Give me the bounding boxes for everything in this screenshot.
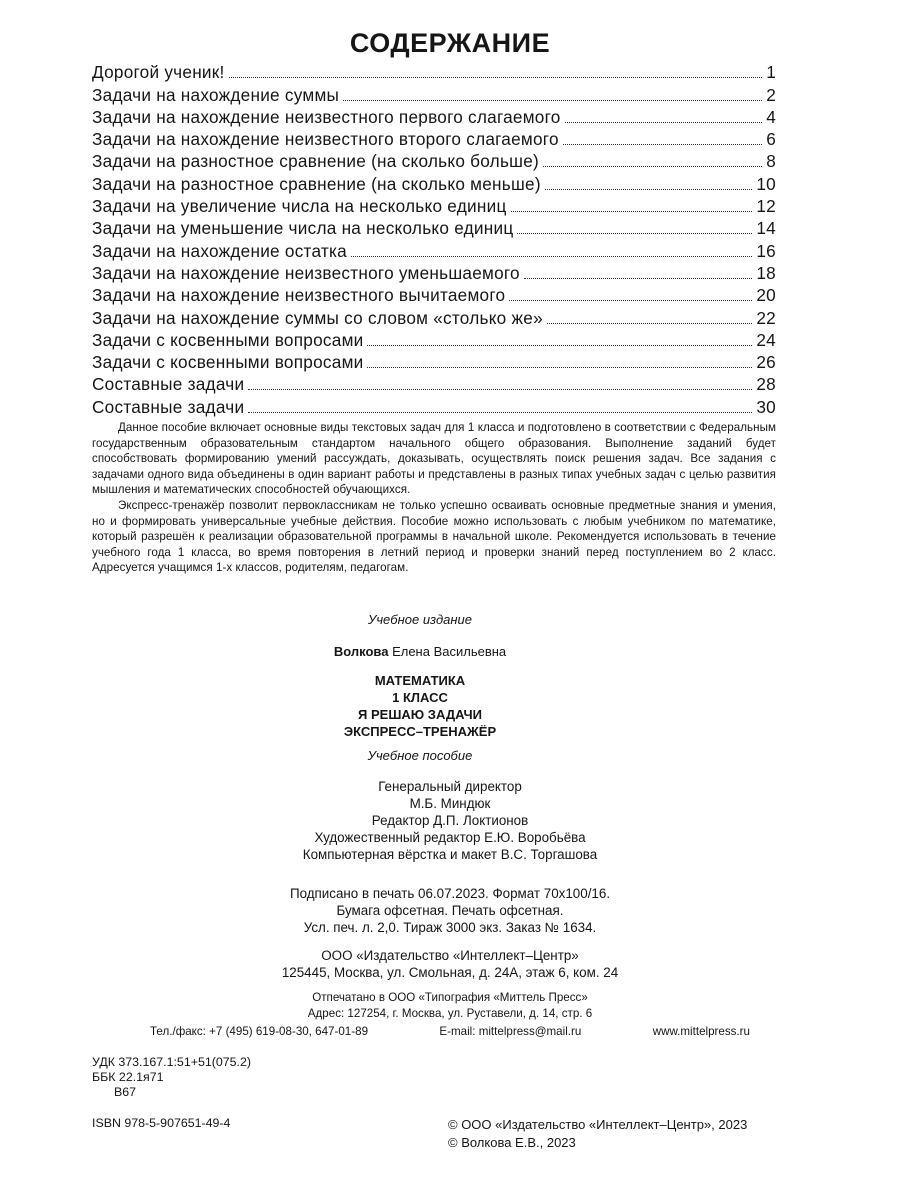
printer-contacts bbox=[150, 1025, 750, 1038]
udk-code: УДК 373.167.1:51+51(075.2) bbox=[92, 1055, 251, 1069]
publisher-block bbox=[0, 947, 900, 981]
toc-entry-title: Задачи на нахождение суммы bbox=[92, 84, 340, 105]
print-details bbox=[0, 885, 900, 936]
toc-entry-title: Составные задачи bbox=[92, 396, 245, 417]
toc-entry-page: 22 bbox=[756, 307, 776, 328]
annotation bbox=[92, 420, 776, 576]
toc-dot-leader bbox=[517, 233, 752, 234]
toc-dot-leader bbox=[351, 256, 752, 257]
edition-label: Учебное издание bbox=[368, 612, 472, 627]
toc-entry bbox=[92, 372, 776, 394]
toc-entry-title: Задачи на нахождение неизвестного уменьшаемого bbox=[92, 262, 520, 283]
toc-entry-page: 12 bbox=[756, 196, 776, 217]
toc-entry bbox=[92, 149, 776, 171]
paper-info: Бумага офсетная. Печать офсетная. bbox=[336, 903, 564, 918]
toc-dot-leader bbox=[545, 189, 753, 190]
publisher-name: ООО «Издательство «Интеллект–Центр» bbox=[321, 948, 579, 963]
staff-list bbox=[0, 778, 900, 863]
toc-entry bbox=[92, 60, 776, 82]
table-of-contents bbox=[92, 60, 776, 417]
toc-entry-page: 28 bbox=[756, 374, 776, 395]
toc-entry-title: Задачи на нахождение неизвестного второго слагаемого bbox=[92, 129, 559, 150]
toc-entry-title: Задачи с косвенными вопросами bbox=[92, 352, 364, 373]
toc-dot-leader bbox=[524, 278, 753, 279]
toc-entry bbox=[92, 283, 776, 305]
editor: Редактор Д.П. Локтионов bbox=[371, 813, 529, 828]
toc-entry-page: 2 bbox=[766, 84, 776, 105]
toc-entry bbox=[92, 261, 776, 283]
toc-entry bbox=[92, 305, 776, 327]
toc-dot-leader bbox=[511, 211, 753, 212]
toc-entry bbox=[92, 394, 776, 416]
toc-entry-title: Задачи на нахождение неизвестного первого слагаемого bbox=[92, 106, 561, 127]
toc-dot-leader bbox=[543, 166, 762, 167]
author-given-name: Елена Васильевна bbox=[388, 644, 507, 659]
toc-entry bbox=[92, 105, 776, 127]
isbn: ISBN 978-5-907651-49-4 bbox=[92, 1116, 231, 1130]
toc-entry-title: Задачи на разностное сравнение (на сколько больше) bbox=[92, 151, 539, 172]
printer-block bbox=[0, 990, 900, 1022]
toc-entry-title: Задачи на нахождение суммы со словом «столько же» bbox=[92, 307, 543, 328]
toc-entry-title: Задачи на уменьшение числа на несколько единиц bbox=[92, 218, 514, 239]
toc-dot-leader bbox=[565, 122, 763, 123]
toc-dot-leader bbox=[343, 100, 762, 101]
author bbox=[0, 644, 870, 660]
toc-dot-leader bbox=[563, 144, 762, 145]
toc-dot-leader bbox=[248, 412, 752, 413]
toc-entry-page: 8 bbox=[766, 151, 776, 172]
bibliographic-codes bbox=[92, 1055, 251, 1100]
toc-entry bbox=[92, 238, 776, 260]
toc-dot-leader bbox=[509, 300, 752, 301]
toc-entry-page: 30 bbox=[756, 396, 776, 417]
toc-entry-page: 26 bbox=[756, 352, 776, 373]
type-label: Учебное пособие bbox=[367, 748, 473, 763]
toc-entry-title: Составные задачи bbox=[92, 374, 245, 395]
volume-info: Усл. печ. л. 2,0. Тираж 3000 экз. Заказ № 1634. bbox=[303, 920, 597, 935]
phone: Тел./факс: +7 (495) 619-08-30, 647-01-89 bbox=[150, 1025, 369, 1038]
toc-entry-title: Задачи на увеличение числа на несколько единиц bbox=[92, 196, 507, 217]
toc-entry-title: Задачи с косвенными вопросами bbox=[92, 329, 364, 350]
author-surname: Волкова bbox=[333, 644, 389, 659]
layout-credit: Компьютерная вёрстка и макет В.С. Торгашова bbox=[302, 847, 598, 862]
toc-entry bbox=[92, 350, 776, 372]
printer-address: Адрес: 127254, г. Москва, ул. Руставели, д. 14, стр. 6 bbox=[307, 1007, 593, 1020]
toc-entry-page: 1 bbox=[766, 62, 776, 83]
printer-name: Отпечатано в ООО «Типография «Миттель Пресс» bbox=[312, 991, 588, 1004]
book-title-line: МАТЕМАТИКА bbox=[374, 673, 466, 688]
toc-entry bbox=[92, 82, 776, 104]
website: www.mittelpress.ru bbox=[652, 1025, 750, 1038]
director-name: М.Б. Миндюк bbox=[409, 796, 491, 811]
publisher-address: 125445, Москва, ул. Смольная, д. 24А, этаж 6, ком. 24 bbox=[281, 965, 619, 980]
toc-entry bbox=[92, 194, 776, 216]
toc-entry-title: Дорогой ученик! bbox=[92, 62, 225, 83]
toc-entry-page: 16 bbox=[756, 240, 776, 261]
toc-entry bbox=[92, 328, 776, 350]
copyright-author: © Волкова Е.В., 2023 bbox=[448, 1135, 576, 1150]
book-title-line: 1 КЛАСС bbox=[392, 690, 448, 705]
toc-dot-leader bbox=[367, 367, 752, 368]
toc-entry bbox=[92, 127, 776, 149]
toc-entry-page: 18 bbox=[756, 262, 776, 283]
email: E-mail: mittelpress@mail.ru bbox=[439, 1025, 582, 1038]
toc-entry-title: Задачи на нахождение остатка bbox=[92, 240, 347, 261]
toc-dot-leader bbox=[229, 77, 763, 78]
art-editor: Художественный редактор Е.Ю. Воробьёва bbox=[314, 830, 586, 845]
copyright-block bbox=[448, 1116, 747, 1152]
toc-entry-page: 4 bbox=[766, 106, 776, 127]
toc-entry-page: 20 bbox=[756, 285, 776, 306]
book-title bbox=[0, 672, 870, 740]
annotation-paragraph-1: Данное пособие включает основные виды текстовых задач для 1 класса и подготовлено в соответствии с Федеральным государственным образовательным стандартом начального общего образования. Выполнение заданий будет способствовать формированию умений рассуждать, доказывать, осуществлять поиск решения задач. Все задания с задачами одного вида объединены в один вариант работы и представлены в разных типах учебных задач с целью развития мышления и математических способностей обучающихся. bbox=[92, 421, 776, 497]
toc-entry-title: Задачи на нахождение неизвестного вычитаемого bbox=[92, 285, 506, 306]
book-title-line: ЭКСПРЕСС–ТРЕНАЖЁР bbox=[343, 724, 497, 739]
print-signed: Подписано в печать 06.07.2023. Формат 70х100/16. bbox=[289, 886, 611, 901]
annotation-paragraph-2: Экспресс-тренажёр позволит первоклассникам не только успешно осваивать основные предметные знания и умения, но и формировать универсальные учебные действия. Пособие можно использовать с любым учебником по математике, который разрешён к реализации образовательной программы в начальной школе. Рекомендуется использовать в течение учебного года 1 класса, во время повторения в летний период и проверки знаний перед поступлением во 2 класс. Адресуется учащимся 1-х классов, родителям, педагогам. bbox=[92, 498, 776, 575]
toc-dot-leader bbox=[248, 389, 752, 390]
toc-entry bbox=[92, 216, 776, 238]
director-role: Генеральный директор bbox=[378, 779, 522, 794]
toc-entry-page: 10 bbox=[756, 173, 776, 194]
toc-dot-leader bbox=[547, 323, 752, 324]
toc-entry-page: 14 bbox=[756, 218, 776, 239]
toc-dot-leader bbox=[367, 345, 752, 346]
toc-entry-page: 6 bbox=[766, 129, 776, 150]
toc-entry-title: Задачи на разностное сравнение (на сколько меньше) bbox=[92, 173, 541, 194]
author-code: В67 bbox=[114, 1085, 137, 1099]
book-title-line: Я РЕШАЮ ЗАДАЧИ bbox=[358, 707, 482, 722]
toc-entry-page: 24 bbox=[756, 329, 776, 350]
contents-title: СОДЕРЖАНИЕ bbox=[349, 28, 551, 58]
bbk-code: ББК 22.1я71 bbox=[92, 1070, 164, 1084]
toc-entry bbox=[92, 171, 776, 193]
copyright-publisher: © ООО «Издательство «Интеллект–Центр», 2023 bbox=[448, 1117, 748, 1132]
